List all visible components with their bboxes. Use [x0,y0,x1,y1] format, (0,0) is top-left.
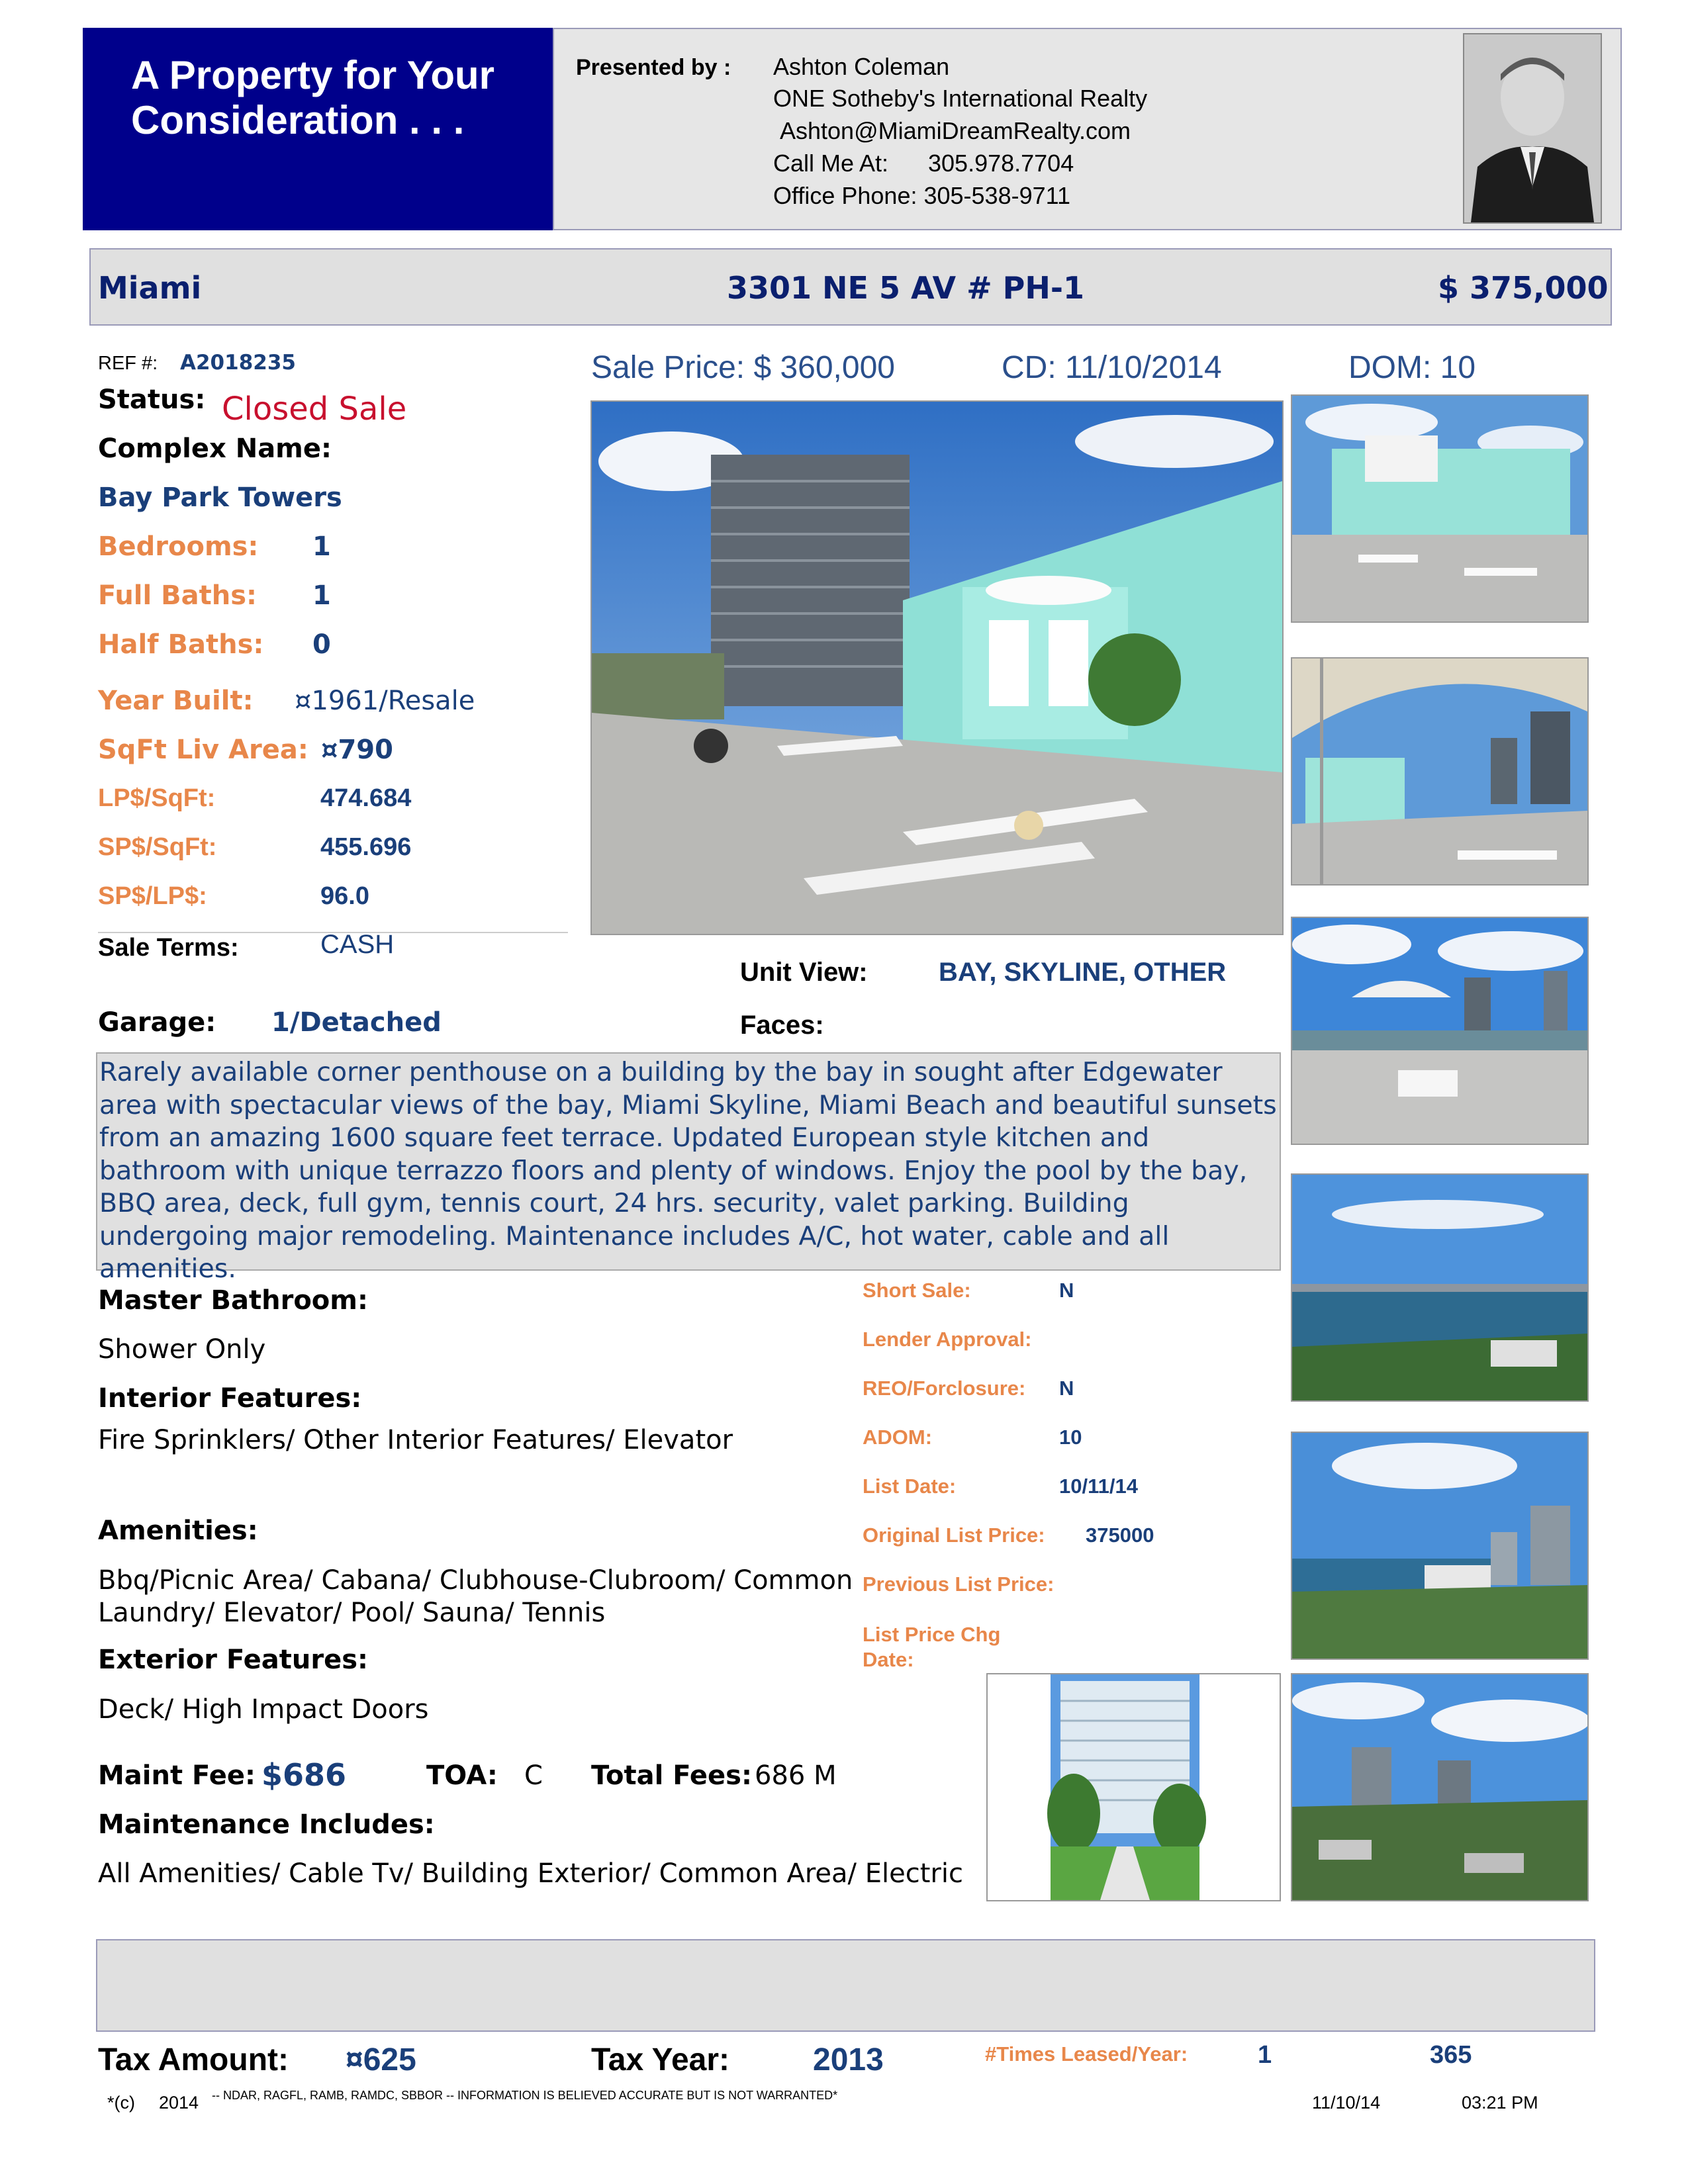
thumbnail-photo-1[interactable] [1291,394,1589,623]
list-date-label: List Date: [863,1475,957,1498]
times-leased-value: 1 [1258,2041,1272,2069]
thumbnail-photo-3[interactable] [1291,917,1589,1145]
interior-features-value: Fire Sprinklers/ Other Interior Features/ Elevator [98,1425,733,1455]
remarks-box [96,1939,1595,2032]
half-baths-label: Half Baths: [98,629,264,660]
sale-terms-label: Sale Terms: [98,934,239,962]
days-value: 365 [1430,2041,1472,2069]
maint-includes-label: Maintenance Includes: [98,1809,435,1840]
main-photo[interactable] [590,400,1284,935]
header-title-line2: Consideration . . . [131,98,465,142]
total-fees-label: Total Fees: [591,1760,752,1791]
faces-label: Faces: [740,1011,824,1040]
agent-call-label: Call Me At: [773,150,889,177]
header-title [131,53,494,143]
umbrella-view-photo-icon [1292,659,1587,884]
short-sale-value: N [1059,1279,1074,1302]
status-label: Status: [98,385,206,415]
tax-year-value: 2013 [813,2042,884,2077]
closing-date: CD: 11/10/2014 [1002,350,1222,385]
adom-label: ADOM: [863,1426,933,1449]
interior-features-label: Interior Features: [98,1383,362,1414]
sp-lp-value: 96.0 [320,882,369,910]
master-bath-value: Shower Only [98,1334,266,1365]
ref-value: A2018235 [180,351,296,375]
building-entrance-photo-icon [988,1674,1280,1900]
maint-fee-label: Maint Fee: [98,1760,256,1791]
sqft-label: SqFt Liv Area: [98,735,308,765]
tax-year-label: Tax Year: [591,2042,730,2077]
amenities-line1: Bbq/Picnic Area/ Cabana/ Clubhouse-Clubroom/ Common [98,1565,853,1596]
sp-lp-label: SP$/LP$: [98,882,207,910]
agent-call-number[interactable]: 305.978.7704 [928,150,1074,177]
property-address: 3301 NE 5 AV # PH-1 [727,270,1084,306]
amenities-line2: Laundry/ Elevator/ Pool/ Sauna/ Tennis [98,1598,606,1628]
toa-label: TOA: [426,1760,498,1791]
lp-sqft-label: LP$/SqFt: [98,784,216,812]
header-title-line1: A Property for Your [131,53,494,97]
list-price: $ 375,000 [1438,270,1609,306]
status-value: Closed Sale [222,390,407,428]
thumbnail-photo-6[interactable] [1291,1673,1589,1901]
print-date: 11/10/14 [1312,2093,1381,2113]
terrace-umbrella-photo-icon [1292,918,1587,1144]
agent-name: Ashton Coleman [773,53,950,80]
exterior-features-value: Deck/ High Impact Doors [98,1694,429,1725]
amenities-label: Amenities: [98,1516,258,1546]
reo-value: N [1059,1377,1074,1400]
sqft-value: ¤790 [321,735,393,765]
sp-sqft-value: 455.696 [320,833,412,861]
full-baths-label: Full Baths: [98,580,258,611]
thumbnail-photo-building[interactable] [986,1673,1281,1901]
agent-photo [1463,33,1602,224]
half-baths-value: 0 [312,629,331,660]
thumbnail-photo-5[interactable] [1291,1432,1589,1660]
agent-portrait-icon [1464,34,1601,222]
times-leased-label: #Times Leased/Year: [985,2042,1188,2066]
maint-includes-value: All Amenities/ Cable Tv/ Building Exterior/ Common Area/ Electric [98,1858,963,1889]
unit-view-label: Unit View: [740,958,868,987]
ref-label: REF #: [98,353,158,374]
copyright-mark: *(c) [107,2093,135,2113]
complex-name-value: Bay Park Towers [98,482,342,513]
lp-sqft-value: 474.684 [320,784,412,812]
agent-brokerage: ONE Sotheby's International Realty [773,85,1148,112]
presented-by-label: Presented by : [576,55,731,80]
year-built-value: ¤1961/Resale [295,686,475,716]
list-date-value: 10/11/14 [1059,1475,1138,1498]
tax-amount-value: ¤625 [346,2042,416,2077]
reo-label: REO/Forclosure: [863,1377,1026,1400]
sale-price: Sale Price: $ 360,000 [591,350,895,385]
disclaimer: -- NDAR, RAGFL, RAMB, RAMDC, SBBOR -- INFORMATION IS BELIEVED ACCURATE BUT IS NOT WARRANTED* [212,2089,838,2102]
toa-value: C [524,1760,543,1791]
maint-fee-value: $686 [261,1757,347,1793]
terrace-photo-icon [1292,396,1587,621]
prev-list-price-label: Previous List Price: [863,1572,1055,1596]
full-baths-value: 1 [312,580,331,611]
sale-terms-value: CASH [320,930,395,959]
master-bath-label: Master Bathroom: [98,1285,368,1316]
unit-view-value: BAY, SKYLINE, OTHER [939,958,1227,987]
city: Miami [98,270,202,306]
print-time: 03:21 PM [1462,2093,1538,2113]
thumbnail-photo-2[interactable] [1291,657,1589,886]
city-aerial-photo-icon [1292,1674,1587,1900]
tax-amount-label: Tax Amount: [98,2042,289,2077]
bay-view-photo-icon [1292,1175,1587,1400]
orig-list-price-label: Original List Price: [863,1524,1045,1547]
days-on-market: DOM: 10 [1348,350,1476,385]
short-sale-label: Short Sale: [863,1279,971,1302]
property-description: Rarely available corner penthouse on a building by the bay in sought after Edgewater area with spectacular views of the bay, Miami Skyline, Miami Beach and beautiful sunsets from an amazing 1600 square feet terrace. Updated European style kitchen and bathroom with unique terrazzo floors and plenty of windows. Enjoy the pool by the bay, BBQ area, deck, full gym, tennis court, 24 hrs. security, valet parking. Building undergoing major remodeling. Maintenance includes A/C, hot water, cable and all amenities. [99,1057,1277,1284]
year-built-label: Year Built: [98,686,254,716]
total-fees-value: 686 M [755,1760,837,1791]
list-price-chg-label-line1: List Price Chg [863,1623,1001,1646]
skyline-bay-photo-icon [1292,1433,1587,1659]
agent-email[interactable]: Ashton@MiamiDreamRealty.com [780,117,1131,144]
adom-value: 10 [1059,1426,1082,1449]
exterior-features-label: Exterior Features: [98,1645,369,1675]
lender-approval-label: Lender Approval: [863,1328,1032,1351]
orig-list-price-value: 375000 [1086,1524,1154,1547]
bedrooms-value: 1 [312,531,331,562]
rooftop-terrace-photo-icon [592,402,1282,934]
list-price-chg-label-line2: Date: [863,1648,914,1671]
agent-office-phone: Office Phone: 305-538-9711 [773,182,1070,209]
garage-label: Garage: [98,1007,216,1038]
complex-name-label: Complex Name: [98,433,332,464]
sp-sqft-label: SP$/SqFt: [98,833,217,861]
copyright-year: 2014 [159,2093,199,2113]
thumbnail-photo-4[interactable] [1291,1173,1589,1402]
garage-value: 1/Detached [271,1007,442,1038]
bedrooms-label: Bedrooms: [98,531,259,562]
